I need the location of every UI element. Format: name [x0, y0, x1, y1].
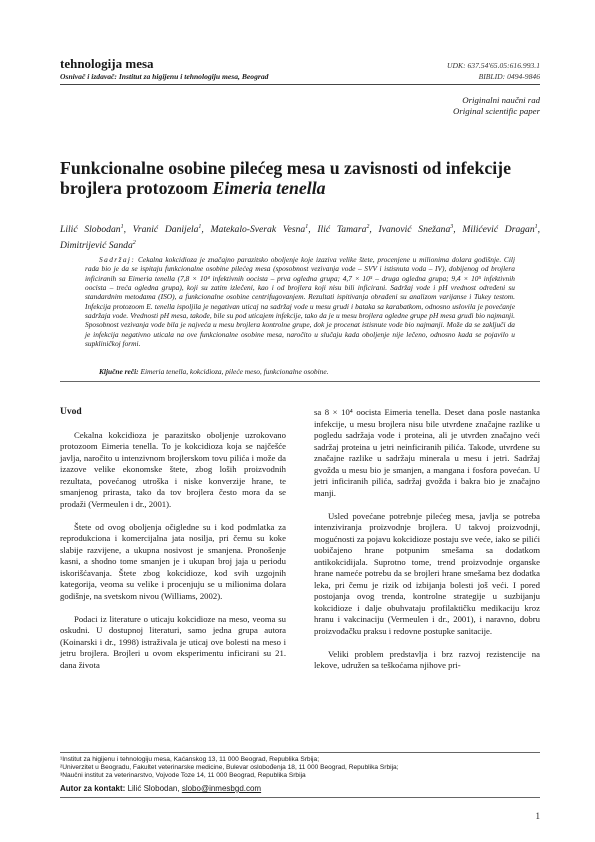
author-name: Ivanović Snežana [378, 224, 451, 236]
left-column [60, 407, 286, 671]
contact-divider [60, 797, 540, 798]
author-name: Matekalo-Sverak Vesna [210, 224, 306, 236]
author-affiliation-mark: 1 [534, 224, 538, 230]
footnote-affiliation-3: ³Naučni institut za veterinarstvo, Vojvode Toze 14, 11 000 Beograd, Republika Srbija [60, 772, 306, 779]
biblid-code: BIBLID: 0494-9846 [478, 72, 540, 81]
author-affiliation-mark: 1 [120, 224, 124, 230]
footnote-divider [60, 752, 540, 753]
keywords [85, 367, 515, 376]
keywords-text: Eimeria tenella, kokcidioza, pileće meso, funkcionalne osobine. [138, 367, 329, 376]
body-paragraph: Usled povećane potrebnje pilećeg mesa, javlja se potreba intenziviranja proizvodnje brojlera. U takvoj proizvodnji, mogućnosti za pojavu kokcidioze postaju sve veće, iako se pilići uobičajeno hrane potpunim smešama sa dodatkom antikokcidijala. Suprotno tome, trend proizvodnje organske hrane nameće potrebu da se brojleri hrane smešama bez dodatka leka, pri čemu je rizik od izbijanja bolesti još veći. I pored postojanja ovog trenda, kontrolne strategije u suzbijanju kokcidioze i dalje obuhvataju profilaktičku medikaciju kroz hranu i vakcinaciju (Vermeulen i dr., 2001), i naravno, dobru proizvođačku praksu i redovne postupke sanitacije. [314, 510, 540, 636]
paper-title [60, 158, 540, 198]
page-number: 1 [535, 811, 540, 821]
author-affiliation-mark: 2 [132, 239, 136, 246]
footnote-affiliation-2: ²Univerzitet u Beogradu, Fakultet veterinarske medicine, Bulevar oslobođenja 18, 11 000 Beograd, Republika Srbija; [60, 764, 399, 771]
publisher-line: Osnivač i izdavač: Institut za higijenu i tehnologiju mesa, Beograd [60, 72, 269, 81]
paper-type-sr: Originalni naučni rad [462, 95, 540, 105]
contact-label: Autor za kontakt: [60, 784, 126, 793]
section-heading: Uvod [60, 407, 82, 417]
title-species: Eimeria tenella [212, 178, 326, 198]
udk-code: UDK: 637.54'65.05:616.993.1 [447, 61, 540, 70]
author-affiliation-mark: 1 [305, 224, 309, 230]
contact-email-link[interactable]: slobo@inmesbgd.com [181, 784, 262, 793]
author-separator: , [308, 224, 318, 236]
author-separator: , [201, 224, 211, 236]
author-separator: , [369, 224, 379, 236]
author-affiliation-mark: 2 [366, 224, 370, 230]
body-paragraph: Podaci iz literature o uticaju kokcidioze na meso, veoma su oskudni. U dostupnoj literaturi, samo jedna grupa autora (Koinarski i dr., 1998) istraživala je uticaj ove bolesti na meso i jetru brojlera. Brojleri u ovom eksperimentu inficirani su 21. dana života [60, 613, 286, 670]
author-separator: , [123, 224, 133, 236]
author-name: Vranić Danijela [132, 224, 199, 236]
author-affiliation-mark: 3 [450, 224, 454, 230]
contact-name: Lilić Slobodan, [125, 784, 182, 793]
keywords-label: Ključne reči: [99, 367, 139, 376]
contact-author [60, 784, 261, 793]
author-separator: , [537, 224, 541, 236]
author-separator: , [453, 224, 463, 236]
author-list [60, 221, 540, 252]
right-column [314, 407, 540, 672]
abstract-label: Sadržaj: [99, 255, 136, 264]
abstract-text: Cekalna kokcidioza je značajno parazitsko oboljenje koje izaziva velike štete, procenjene u milionima dolara godišnje. Cilj rada bio je da se ispitaju funkcionalne osobine pilećeg mesa (sposobnost vezivanja vode – SVV i istisnuta voda – IV), dobijenog od brojlera inficiranih sa Eimeria tenella (7,8 × 10⁴ infektivnih oocista – prva ogledna grupa; 4,7 × 10⁵ – druga ogledna grupa; 9,4 × 10⁵ infektivnih oocista – treća ogledna grupa), koji su zatim izlečeni, kao i od brojlera koji nisu bili inficirani. Sadržaj vode i pH vrednost određeni su standardnim metodama (ISO), a funkcionalne osobine centrifugovanjem. Rezultati ispitivanja obrađeni su analizom varijanse i Tukey testom. Infekcija protozoom E. tenella ispoljila je negativan uticaj na sadržaj vode u mesu grudi i bataka sa karabatkom, odnosno uslovila je povećanje sadržaja vode. Vrednosti pH mesa, takođe, bile su pod uticajem infekcije, tako da je u mesu brojlera ogledne grupe pH mesa grudi bio najmanji. Sposobnost vezivanja vode bila je najveća u mesu brojlera kontrolne grupe, dok je procenat istisnute vode bio najmanji. Može da se zaključi da je infekcija negativno uticala na ove funkcionalne osobine mesa, naročito u slučaju kada oboljenje nije lečeno, odnosno kada se pojavilo u supkliničkoj formi. [85, 255, 515, 349]
author-affiliation-mark: 1 [198, 224, 202, 230]
abstract [85, 255, 515, 348]
body-paragraph: Cekalna kokcidioza je parazitsko oboljenje uzrokovano protozoom Eimeria tenella. To je kokcidioza koja se najčešće javlja, naročito u intenzivnom brojlerskom tovu pilića i može da izazove velike ekonomske štete, zbog loših proizvodnih rezultata, povećanog utroška i niske konverzije hrane, te smanjenog prirasta, tako da tov brojlera često mora da se prodaži (Vermeulen i dr., 2001). [60, 429, 286, 509]
author-name: Dimitrijević Sanda [60, 239, 133, 251]
author-name: Lilić Slobodan [60, 224, 121, 236]
body-paragraph: sa 8 × 10⁴ oocista Eimeria tenella. Deset dana posle nastanka infekcije, u mesu brojlera nisu bile utvrđene značajne razlike u pogledu sadržaja vode i proteina, ali je utvrđen značajno veći sadržaj proteina u jetri neinficiranih pilića. Takođe, utvrđene su značajne razlike u sadržaju minerala u mesu i jetri. Sadržaj gvožđa u mesu bio je smanjen, a mangana i fosfora povećan. U jetri inficiranih pilića, sadržaj gvožđa i bakra bio je značajno manji. [314, 407, 540, 498]
author-name: Ilić Tamara [317, 224, 367, 236]
abstract-divider [60, 381, 540, 382]
footnote-affiliation-1: ¹Institut za higijenu i tehnologiju mesa, Kaćanskog 13, 11 000 Beograd, Republika Srbija; [60, 756, 320, 763]
author-name: Milićević Dragan [462, 224, 535, 236]
paper-type-en: Original scientific paper [453, 106, 540, 116]
body-paragraph: Štete od ovog oboljenja očigledne su i kod podmlatka za reprodukciona i komercijalna jata nosilja, pri čemu su koke slabije razvijene, a ukupna nosivost je smanjena. Pronošenje kasni, a shodno tome smanjen je i ukupan broj jaja u periodu iskorišćavanja. Štete zbog kokcidioze, kod svih uzgojnih kategorija, veoma su velike i procenjuju se u milionima dolara godišnje, na svetskom nivou (Williams, 2002). [60, 521, 286, 601]
journal-name: tehnologija mesa [60, 56, 154, 71]
header-divider [60, 84, 540, 85]
body-paragraph: Veliki problem predstavlja i brz razvoj rezistencije na lekove, udružen sa teškoćama njihove pri- [314, 648, 540, 670]
title-main: Funkcionalne osobine pilećeg mesa u zavisnosti od infekcije brojlera protozoom [60, 158, 511, 198]
